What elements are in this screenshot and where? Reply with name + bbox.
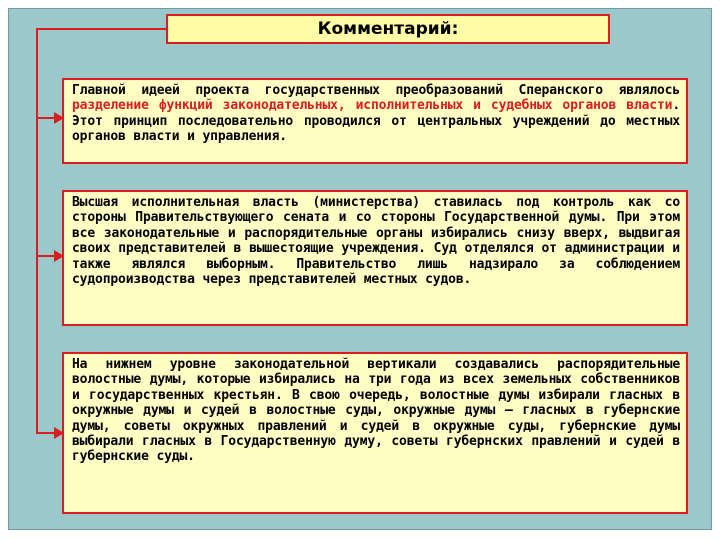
box2-text: Высшая исполнительная власть (министерства) ставилась под контроль как со стороны Правительствующего сената и со стороны Государственной думы. При этом все законодательные и распорядительные органы избирались снизу вверх, выдвигая своих представителей в вышестоящие учреждения. Суд отделялся от администрации и также являлся выборным. Правительство лишь надзирало за соблюдением судопроизводства через представителей местных судов. [72, 195, 680, 288]
box1-text-part1: Главной идеей проекта государственных преобразований Сперанского являлось [72, 83, 680, 98]
box1-text-part2: . Этот принцип последовательно проводился от центральных учреждений до местных органов власти и управления. [72, 98, 680, 145]
box3-text: На нижнем уровне законодательной вертикали создавались распорядительные волостные думы, которые избирались на три года из всех земельных собственников и государственных крестьян. В свою очередь, волостные думы избирали гласных в окружные думы и судей в волостные суды, окружные думы – гласных в губернские думы, советы окружных правлений и судей в окружные суды, губернские думы выбирали гласных в Государственную думу, советы губернских правлений и судей в губернские суды. [72, 357, 680, 465]
page-title: Комментарий: [166, 14, 610, 44]
connector-to-title [36, 28, 168, 30]
connector-to-box1 [36, 117, 54, 119]
box1-highlight: разделение функций законодательных, исполнительных и судебных органов власти [72, 98, 673, 114]
comment-box-1 [62, 78, 688, 164]
connector-line [36, 28, 38, 433]
connector-to-box3 [36, 432, 54, 434]
connector-to-box2 [36, 255, 54, 257]
comment-box-2 [62, 190, 688, 326]
comment-box-3 [62, 352, 688, 514]
